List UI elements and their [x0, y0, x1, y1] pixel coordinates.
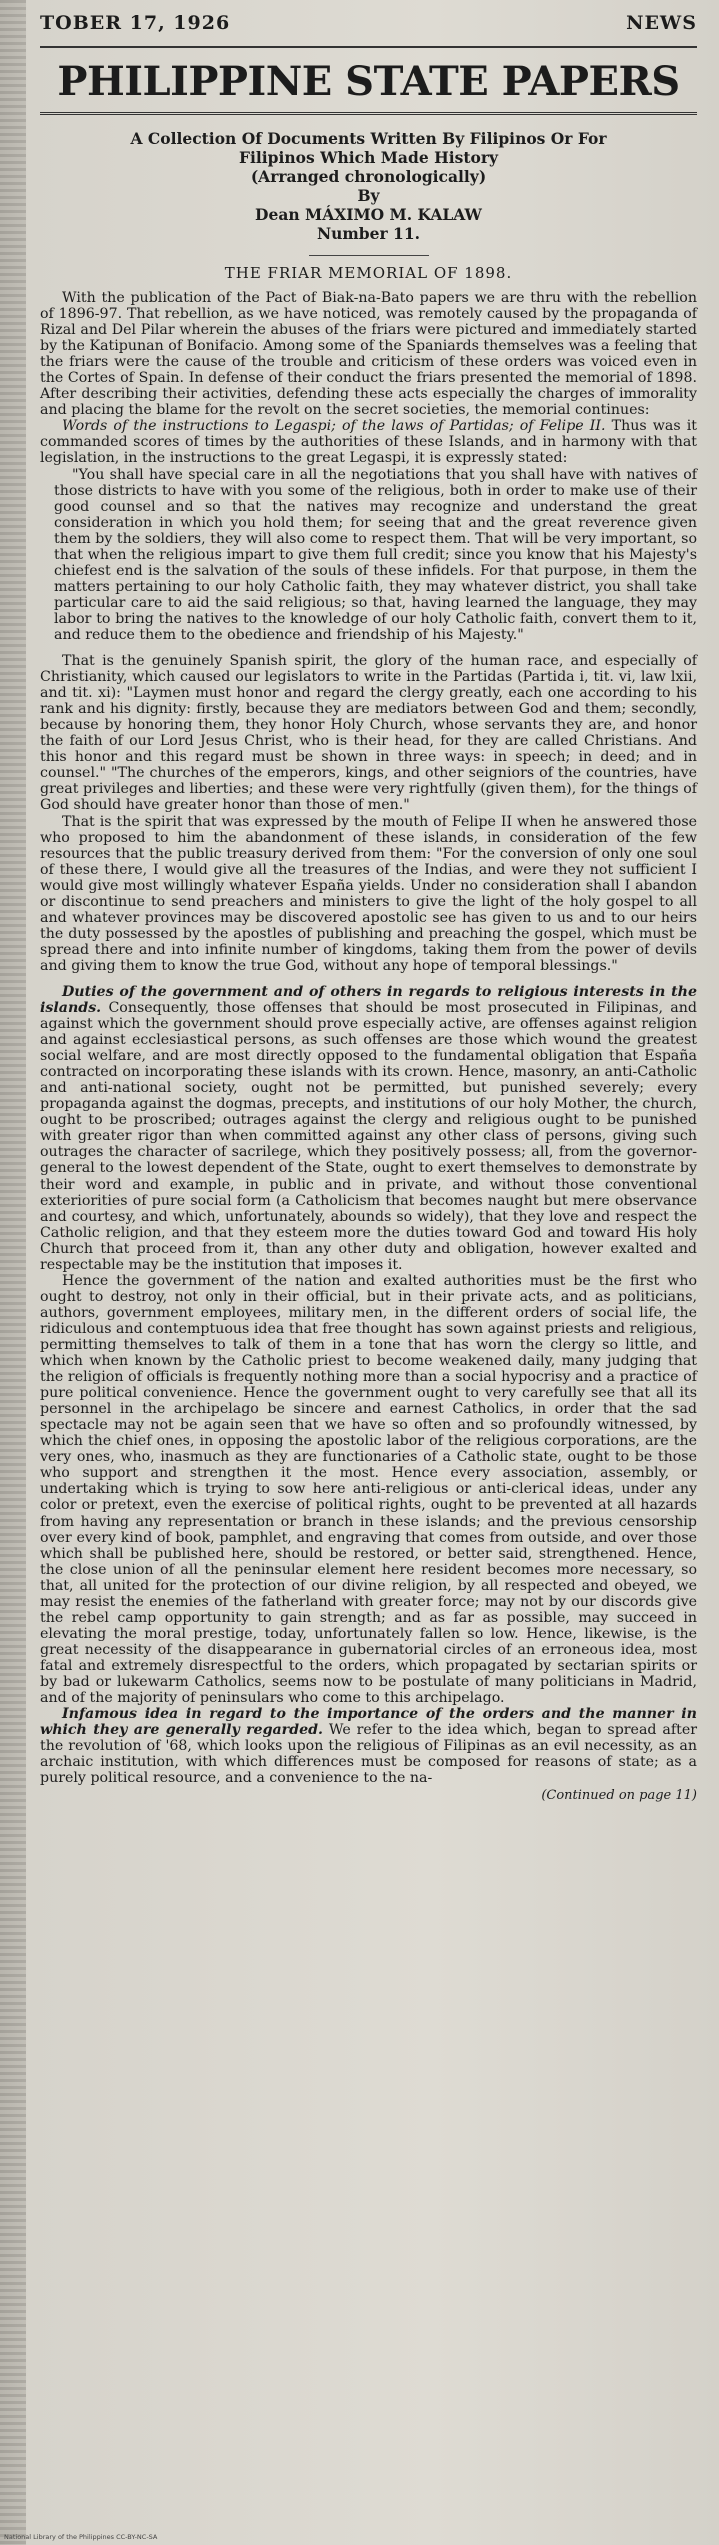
paragraph: That is the spirit that was expressed by the mouth of Felipe II when he answered those who proposed to him the abandonment of these islands, in consideration of the few resources that the public treasury derived from them: "For the conversion of only one soul of these there, I would give all the treasures of the Indias, and were they not sufficient I would give most willingly whatever España yields. Under no consideration shall I abandon or discontinue to send preachers and ministers to give the light of the holy gospel to all and whatever provinces may be discovered apostolic see has given to us and to our heirs the duty possessed by the apostles of publishing and preaching the gospel, which must be spread there and into infinite number of kingdoms, taking them from the power of devils and giving them to know the true God, without any hope of temporal blessings." — [40, 813, 697, 974]
subtitle-line: Filipinos Which Made History — [238, 148, 499, 167]
masthead-section: NEWS — [626, 12, 697, 34]
paragraph-text: Consequently, those offenses that should be most prosecuted in Filipinas, and against which the government should prove especially active, are offenses against religion and against ecclesiastical persons, as such offenses are those which wound the greatest social welfare, and are most directly opposed to the fundamental obligation that España contracted on incorporating these islands with its crown. Hence, masonry, an anti-Catholic and anti-national society, ought not be permitted, but punished severely; every propaganda against the dogmas, precepts, and institutions of our holy Mother, the church, ought to be proscribed; outrages against the clergy and religious ought to be punished with greater rigor than when committed against any other class of persons, giving such outrages the character of sacrilege, which they positively possess; all, from the governor-general to the lowest dependent of the State, ought to exert themselves to demonstrate by their word and example, in public and in private, and without those conventional exteriorities of pure social form (a Catholicism that becomes naught but mere observance and courtesy, and which, unfortunately, abounds so widely), that they love and respect the Catholic religion, and that they esteem more the duties toward God and toward His holy Church that proceed from it, than any other duty and obligation, however exalted and respectable may be the institution that imposes it. — [40, 1000, 697, 1273]
paragraph-heading: Duties of the government and of others in regards to religious interests in the islands. — [40, 983, 697, 1017]
paragraph-text: Thus was it commanded scores of times by the authorities of these Islands, and in harmony with that legislation, in the instructions to the great Legaspi, it is expressly stated: — [40, 418, 697, 467]
quotation: "You shall have special care in all the negotiations that you shall have with natives of those districts to have with you some of the religious, both in order to make use of their good counsel and so that the natives may recognize and understand the great consideration in which you hold them; for seeing that and the great reverence given them by the soldiers, they will also come to respect them. That will be very important, so that when the religious impart to give them full credit; since you know that his Majesty's chiefest end is the salvation of the souls of these infidels. For that purpose, in them the matters pertaining to our holy Catholic faith, they may whatever district, you shall take particular care to aid the said religious; so that, having learned the language, they may labor to bring the natives to the knowledge of our holy Catholic faith, convert them to it, and reduce them to the obedience and friendship of his Majesty." — [54, 466, 697, 643]
paragraph — [40, 418, 697, 466]
paragraph: Hence the government of the nation and exalted authorities must be the first who ought to destroy, not only in their official, but in their private acts, and as politicians, authors, government employees, military men, in the different orders of social life, the ridiculous and contemptuous idea that free thought has sown against priests and religious, permitting themselves to talk of them in a tone that has worn the clergy so little, and which when known by the Catholic priest to become weakened daily, many judging that the religion of officials is frequently nothing more than a social hypocrisy and a practice of pure political convenience. Hence the government ought to very carefully see that all its personnel in the archipelago be sincere and earnest Catholics, in order that the sad spectacle may not be again seen that we have so often and so profoundly witnessed, by which the chief ones, in opposing the apostolic labor of the religious corporations, are the very ones, who, inasmuch as they are functionaries of a Catholic state, ought to be those who support and strengthen it the most. Hence every association, assembly, or undertaking which is trying to sow here anti-religious or anti-clerical ideas, under any color or pretext, even the exercise of political rights, ought to be prevented at all hazards from having any representation or branch in these islands; and the previous censorship over every kind of book, pamphlet, and engraving that comes from outside, and over those which shall be published here, should be restored, or better said, strengthened. Hence, the close union of all the peninsular element here resident becomes more necessary, so that, all united for the protection of our divine religion, by all respected and obeyed, we may resist the enemies of the fatherland with greater force; may not by our discords give the rebel camp opportunity to gain strength; and as far as possible, may succeed in elevating the moral prestige, today, unfortunately fallen so low. Hence, likewise, is the great necessity of the disappearance in gubernatorial circles of an erroneous idea, most fatal and extremely disrespectful to the orders, which propagated by sectarian spirits or by bad or lukewarm Catholics, seems now to be postulate of many politicians in Madrid, and of the majority of peninsulars who come to this archipelago. — [40, 1272, 697, 1707]
article-body — [40, 290, 697, 1786]
archive-footer: National Library of the Philippines CC-BY-NC-SA — [4, 2533, 158, 2541]
paragraph-text: We refer to the idea which, began to spread after the revolution of '68, which looks upon the religious of Filipinas as an evil necessity, as an archaic institution, with which differences must be composed for reasons of state; as a purely political resource, and a convenience to the na- — [40, 1722, 697, 1787]
paragraph-heading: Infamous idea in regard to the importance of the orders and the manner in which they are generally regarded. — [40, 1706, 697, 1739]
continued-note: (Continued on page 11) — [541, 1788, 697, 1804]
masthead — [40, 0, 697, 48]
section-heading: THE FRIAR MEMORIAL OF 1898. — [224, 264, 513, 282]
paragraph: With the publication of the Pact of Biak-na-Bato papers we are thru with the rebellion of 1896-97. That rebellion, as we have noticed, was remotely caused by the propaganda of Rizal and Del Pilar wherein the abuses of the friars were pictured and immediately started by the Katipunan of Bonifacio. Among some of the Spaniards themselves was a feeling that the friars were the cause of the trouble and criticism of these orders was voiced even in the Cortes of Spain. In defense of their conduct the friars presented the memorial of 1898. After describing their activities, defending these acts especially the charges of immorality and placing the blame for the revolt on the secret societies, the memorial continues: — [40, 290, 697, 419]
paragraph — [40, 984, 697, 1273]
paragraph — [40, 1706, 697, 1786]
divider — [309, 255, 429, 256]
subtitle-line: By — [357, 186, 380, 205]
issue-number: Number 11. — [316, 224, 421, 243]
masthead-date: TOBER 17, 1926 — [40, 12, 231, 34]
paragraph-heading: Words of the instructions to Legaspi; of the laws of Partidas; of Felipe II. — [62, 418, 606, 435]
subtitle-line: A Collection Of Documents Written By Filipinos Or For — [130, 129, 607, 148]
article-title: PHILIPPINE STATE PAPERS — [40, 54, 697, 115]
author-name: Dean MÁXIMO M. KALAW — [255, 205, 482, 224]
binding-edge — [0, 0, 26, 2545]
paragraph: That is the genuinely Spanish spirit, the glory of the human race, and especially of Christianity, which caused our legislators to write in the Partidas (Partida i, tit. vi, law lxii, and tit. xi): "Laymen must honor and regard the clergy greatly, each one according to his rank and his dignity: firstly, because they are mediators between God and them; secondly, because by honoring them, they honor Holy Church, whose servants they are, and honor the faith of our Lord Jesus Christ, who is their head, for they are called Christians. And this honor and this regard must be shown in three ways: in speech; in deed; and in counsel." "The churches of the emperors, kings, and other seigniors of the countries, have great privileges and liberties; and these were very rightfully (given them), for the things of God should have greater honor than those of men." — [40, 653, 697, 814]
subtitle-line: (Arranged chronologically) — [250, 167, 487, 186]
article-subtitle — [40, 129, 697, 243]
